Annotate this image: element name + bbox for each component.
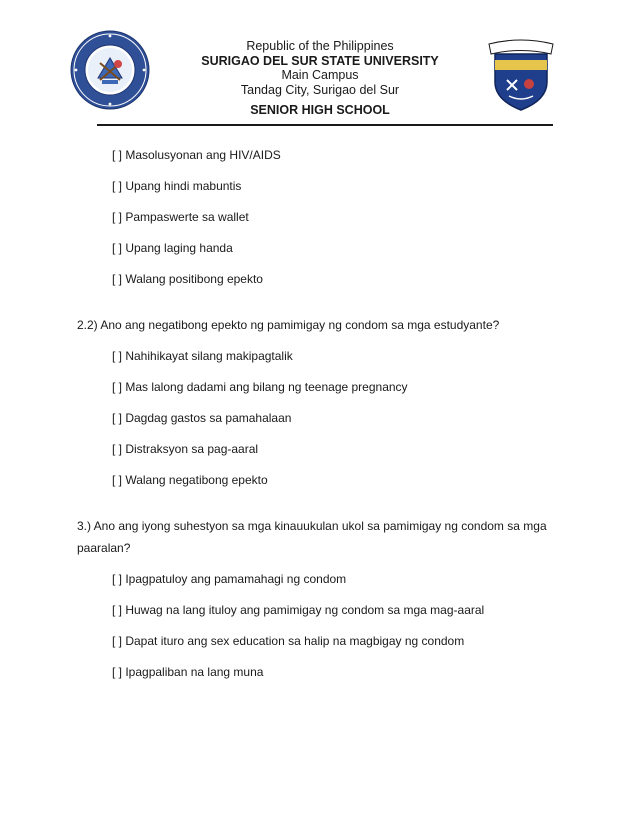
header-university: SURIGAO DEL SUR STATE UNIVERSITY — [201, 53, 439, 68]
option-hindi-mabuntis: [ ] Upang hindi mabuntis — [112, 179, 242, 193]
option-walang-negatibo: [ ] Walang negatibong epekto — [112, 473, 268, 487]
option-dagdag-gastos: [ ] Dagdag gastos sa pamahalaan — [112, 411, 292, 425]
option-ipagpatuloy: [ ] Ipagpatuloy ang pamamahagi ng condom — [112, 572, 347, 586]
header-divider — [97, 124, 553, 126]
option-ipagpaliban: [ ] Ipagpaliban na lang muna — [112, 665, 264, 679]
option-walang-positibo: [ ] Walang positibong epekto — [112, 272, 263, 286]
option-sex-education: [ ] Dapat ituro ang sex education sa halip na magbigay ng condom — [112, 634, 465, 648]
option-pampaswerte: [ ] Pampaswerte sa wallet — [112, 210, 249, 224]
header-shs: SENIOR HIGH SCHOOL — [250, 103, 390, 117]
question-3-line1: 3.) Ano ang iyong suhestyon sa mga kinauukulan ukol sa pamimigay ng condom sa mga — [77, 519, 547, 533]
header-location: Tandag City, Surigao del Sur — [240, 82, 400, 97]
option-huwag-ituloy: [ ] Huwag na lang ituloy ang pamimigay ng condom sa mga mag-aaral — [112, 603, 485, 617]
header-republic: Republic of the Philippines — [246, 39, 394, 53]
question-3-line2: paaralan? — [77, 541, 131, 555]
option-teenage-pregnancy: [ ] Mas lalong dadami ang bilang ng teenage pregnancy — [112, 380, 408, 394]
question-2-2: 2.2) Ano ang negatibong epekto ng pamimigay ng condom sa mga estudyante? — [77, 318, 500, 332]
option-distraksyon: [ ] Distraksyon sa pag-aaral — [112, 442, 259, 456]
header-campus: Main Campus — [281, 68, 359, 82]
option-laging-handa: [ ] Upang laging handa — [112, 241, 233, 255]
university-seal-icon — [70, 30, 150, 110]
option-masolusyonan: [ ] Masolusyonan ang HIV/AIDS — [112, 148, 281, 162]
document-header — [160, 39, 480, 118]
option-nahihikayat: [ ] Nahihikayat silang makipagtalik — [112, 349, 293, 363]
senior-high-school-shield-icon — [483, 38, 559, 112]
